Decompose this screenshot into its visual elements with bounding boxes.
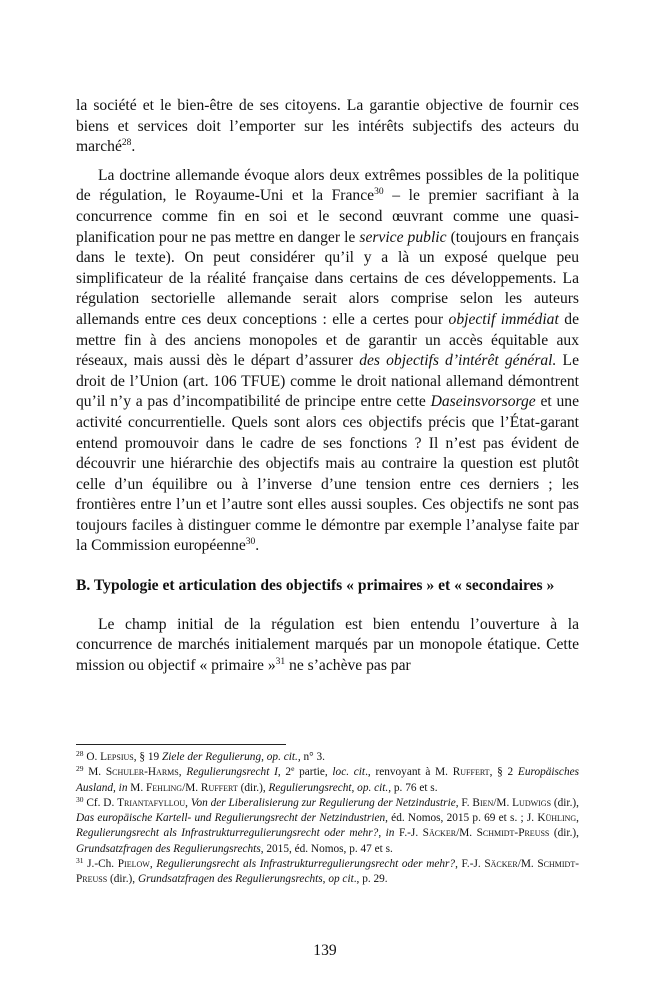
page-number: 139 — [313, 942, 337, 959]
footnote-29: $^{29}$ M. Schuler-Harms, Regulierungsrecht I, 2e partie, loc. cit., renvoyant à M. Ruffert, § 2 Europäisches Ausland, in M. Fehling/M. Ruffert (dir.), Regulierungsrecht, op. cit., p. 76 et s. — [76, 764, 580, 794]
footnote-separator — [76, 744, 286, 745]
footnote-ref-28: 28 — [121, 138, 132, 149]
paragraph-1: la société et le bien-être de ses citoyens. La garantie objective de fournir ces biens et services doit l’emporter sur les intérêts subjectifs des acteurs du marché$^{28}$. — [76, 97, 579, 156]
footnote-31: $^{31}$ J.-Ch. Pielow, Regulierungsrecht als Infrastrukturregulierungsrecht oder mehr?, F.-J. Säcker/M. Schmidt-Preuss (dir.), Grundsatzfragen des Regulierungsrechts, op cit., p. 29. — [76, 856, 579, 886]
footnote-ref-29: 30 — [374, 187, 384, 198]
paragraph-2: La doctrine allemande évoque alors deux extrêmes possibles de la politique de régulation, le Royaume-Uni et la France$^{30}$ – le premier sacrifiant à la concurrence comme fin en soi et le second œuvrant comme une quasi-planification pour ne pas mettre en danger le service public (toujours en français dans le texte). On peut considérer qu’il y a là un exposé quelque peu simplificateur de la réalité française dans certains de ces développements. La régulation sectorielle allemande serait alors comprise selon les auteurs allemands entre ces deux conceptions : elle a certes pour objectif immédiat de mettre fin à des anciens monopoles et de garantir un accès équitable aux réseaux, mais aussi dès le départ d’assurer des objectifs d’intérêt général. Le droit de l’Union (art. 106 TFUE) comme le droit national allemand démontrent qu’il n’y a pas d’incompatibilité de principe entre cette Daseinsvorsorge et une activité concurrentielle. Quels sont alors ces objectifs précis que l’État-garant entend promouvoir dans le cadre de ses fonctions ? Il n’est pas évident de découvrir une hiérarchie des objectifs mais au contraire la question est plutôt celle d’un équilibre ou à l’inverse d’une tension entre ces derniers ; les frontières entre l’un et l’autre sont elles aussi souples. Ces objectifs ne sont pas toujours faciles à distinguer comme le démontre par exemple l’analyse faite par la Commission européenne$^{30}$. — [76, 166, 580, 555]
footnotes — [76, 750, 579, 888]
footnote-ref-30: 30 — [245, 537, 256, 548]
footnote-ref-31: 31 — [275, 656, 286, 667]
section-heading: B. Typologie et articulation des objectifs « primaires » et « secondaires » — [76, 577, 555, 595]
main-text — [76, 96, 579, 676]
footnote-30: $^{30}$ Cf. D. Triantafyllou, Von der Liberalisierung zur Regulierung der Netzindustrie, F. Bien/M. Ludwigs (dir.), Das europäische Kartell- und Regulierungsrecht der Netzindustrien, éd. Nomos, 2015 p. 69 et s. ; J. Kühling, Regulierungsrecht als Infrastrukturregulierungsrecht oder mehr?, in F.-J. Säcker/M. Schmidt-Preuss (dir.), Grundsatzfragen des Regulierungsrechts, 2015, éd. Nomos, p. 47 et s. — [76, 794, 579, 855]
paragraph-3: Le champ initial de la régulation est bien entendu l’ouverture à la concurrence de marchés initialement marqués par un monopole étatique. Cette mission ou objectif « primaire »$^{31}$ ne s’achève pas par — [76, 615, 579, 674]
footnote-28: $^{28}$ O. Lepsius, § 19 Ziele der Regulierung, op. cit., n° 3. — [76, 749, 325, 763]
